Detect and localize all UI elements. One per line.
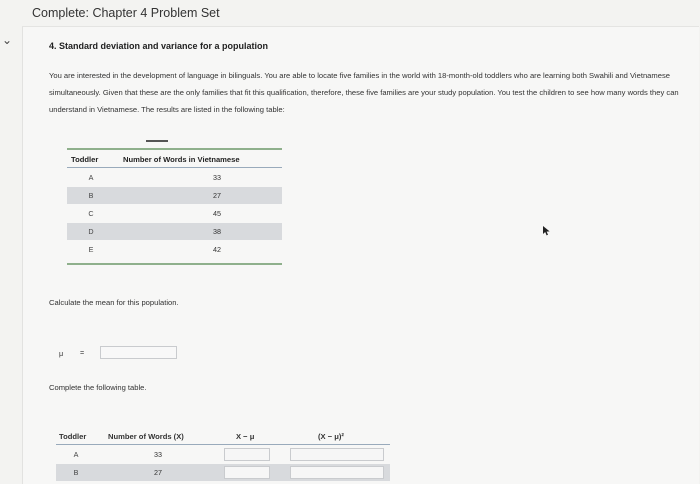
problem-title: 4. Standard deviation and variance for a population: [49, 41, 269, 51]
squared-deviation-input[interactable]: [290, 448, 384, 461]
toddler-cell: D: [88, 227, 94, 236]
words-cell: 42: [213, 245, 221, 254]
column-header-squared-deviation: (X − μ)²: [318, 432, 344, 441]
column-header-words-x: Number of Words (X): [108, 432, 184, 441]
table-row: [67, 223, 282, 240]
assignment-title: Complete: Chapter 4 Problem Set: [32, 6, 220, 20]
toddler-cell: A: [73, 450, 79, 459]
toddler-cell: E: [88, 245, 94, 254]
equals-sign: =: [80, 348, 85, 357]
words-cell: 45: [213, 209, 221, 218]
table-rule-top: [67, 148, 282, 150]
table-prompt: Complete the following table.: [49, 383, 147, 392]
squared-deviation-input[interactable]: [290, 466, 384, 479]
toddler-cell: B: [88, 191, 94, 200]
deviation-input[interactable]: [224, 466, 270, 479]
column-header-toddler: Toddler: [59, 432, 87, 441]
table-row: [67, 187, 282, 204]
problem-intro: You are interested in the development of language in bilinguals. You are able to locate five families in the world with 18-month-old toddlers who are learning both Swahili and Vietnamese simultaneously. Given that these are the only families that fit this qualification, therefore, these five families are your study population. You test the children to see how many words they can understand in Vietnamese. The results are listed in the following table:: [49, 71, 679, 114]
column-header-toddler: Toddler: [71, 155, 99, 164]
words-cell: 38: [213, 227, 221, 236]
table-row: [56, 446, 390, 463]
words-cell: 33: [154, 450, 162, 459]
table-header-rule: [67, 167, 282, 168]
table-row: [56, 464, 390, 481]
table-row: [67, 205, 282, 222]
deviation-input[interactable]: [224, 448, 270, 461]
mouse-pointer-icon: [543, 226, 551, 236]
column-header-words: Number of Words in Vietnamese: [123, 155, 240, 164]
table-header-rule: [56, 444, 390, 445]
column-header-deviation: X − μ: [236, 432, 255, 441]
toddler-cell: B: [73, 468, 79, 477]
table-row: [67, 241, 282, 258]
toddler-cell: A: [88, 173, 94, 182]
words-cell: 27: [213, 191, 221, 200]
table-rule-bottom: [67, 263, 282, 265]
chevron-down-icon[interactable]: ⌄: [1, 33, 13, 47]
toddler-cell: C: [88, 209, 94, 218]
mu-symbol: μ: [59, 349, 64, 358]
mean-prompt: Calculate the mean for this population.: [49, 298, 179, 307]
table-row: [67, 169, 282, 186]
mean-input[interactable]: [100, 346, 177, 359]
words-cell: 27: [154, 468, 162, 477]
words-cell: 33: [213, 173, 221, 182]
divider: [146, 140, 168, 142]
top-bar: [0, 0, 700, 26]
